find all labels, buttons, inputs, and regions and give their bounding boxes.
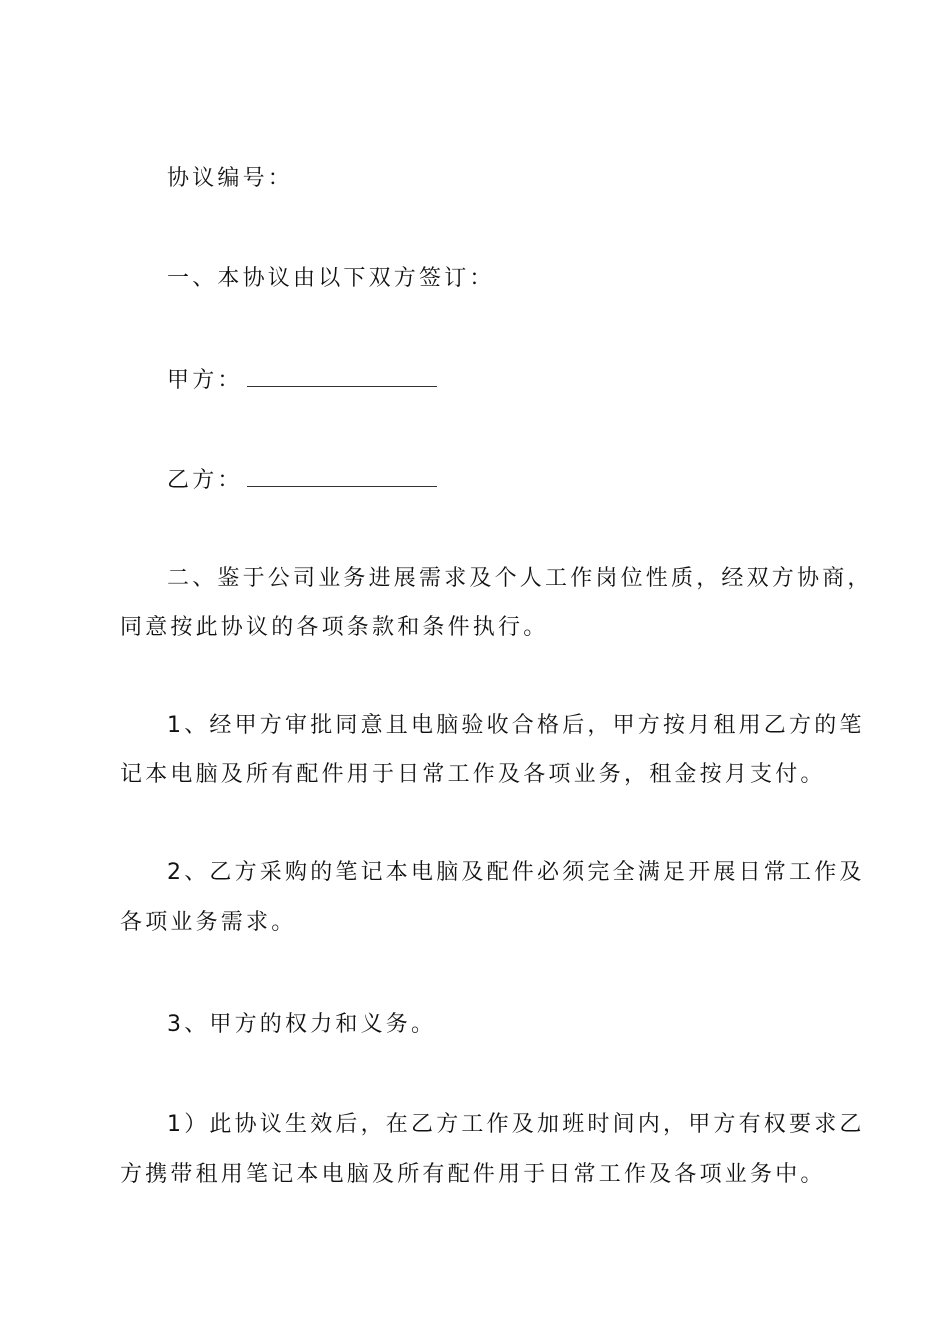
party-b-label: 乙方： [167,468,243,493]
section-2-line-2: 同意按此协议的各项条款和条件执行。 [120,615,549,640]
agreement-number-label: 协议编号： [167,166,294,191]
item-1-line-2: 记本电脑及所有配件用于日常工作及各项业务，租金按月支付。 [120,762,826,787]
item-2-line-1: 2、乙方采购的笔记本电脑及配件必须完全满足开展日常工作及 [167,860,865,885]
item-1-line-1: 1、经甲方审批同意且电脑验收合格后，甲方按月租用乙方的笔 [167,713,865,738]
item-3-heading: 3、甲方的权力和义务。 [167,1012,437,1037]
party-a-row [167,364,437,396]
item-2-line-2: 各项业务需求。 [120,910,297,935]
sub-item-1-line-2: 方携带租用笔记本电脑及所有配件用于日常工作及各项业务中。 [120,1162,826,1187]
party-b-row [167,464,437,496]
party-b-blank-line [247,464,437,487]
section-2-line-1: 二、鉴于公司业务进展需求及个人工作岗位性质，经双方协商， [167,566,873,591]
party-a-blank-line [247,364,437,387]
sub-item-1-line-1: 1）此协议生效后，在乙方工作及加班时间内，甲方有权要求乙 [167,1112,865,1137]
section-1-heading: 一、本协议由以下双方签订： [167,266,495,291]
party-a-label: 甲方： [167,368,243,393]
